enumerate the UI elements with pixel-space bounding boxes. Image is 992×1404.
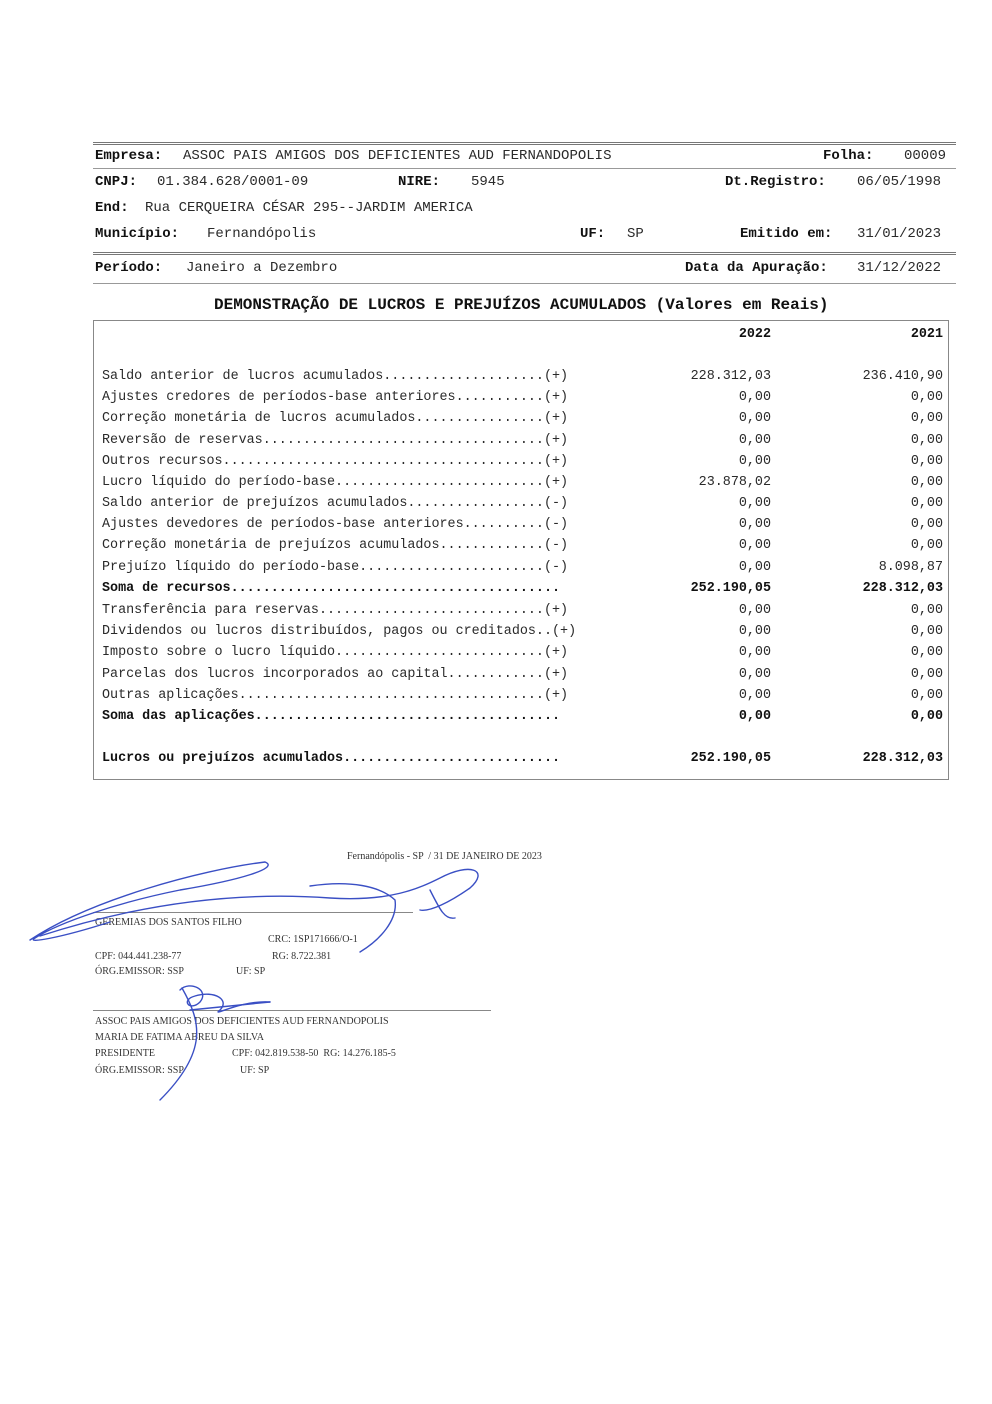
statement-value-2022: 23.878,02 (698, 475, 771, 490)
statement-value-2021: 0,00 (910, 603, 943, 618)
empresa-label: Empresa: (95, 148, 163, 164)
statement-row-label: Reversão de reservas...................................(+) (102, 433, 569, 448)
statement-value-2021: 0,00 (910, 709, 943, 724)
periodo-label: Período: (95, 260, 163, 276)
statement-value-2021: 228.312,03 (862, 751, 943, 766)
statement-value-2021: 0,00 (910, 645, 943, 660)
accountant-crc: CRC: 1SP171666/O-1 (268, 934, 358, 945)
statement-value-2022: 0,00 (738, 624, 771, 639)
statement-row-label: Correção monetária de prejuízos acumulados.............(-) (102, 538, 569, 553)
municipio-label: Município: (95, 226, 180, 242)
statement-table (93, 320, 949, 780)
statement-value-2022: 228.312,03 (690, 369, 771, 384)
accountant-name: GEREMIAS DOS SANTOS FILHO (95, 917, 242, 928)
statement-value-2021: 0,00 (910, 538, 943, 553)
cnpj-label: CNPJ: (95, 174, 138, 190)
statement-value-2021: 0,00 (910, 454, 943, 469)
header-bottom-rule (93, 283, 956, 284)
handwritten-signature-president (120, 960, 300, 1110)
statement-value-2022: 0,00 (738, 433, 771, 448)
nire-label: NIRE: (398, 174, 441, 190)
emitido-value: 31/01/2023 (857, 226, 942, 242)
statement-row-label: Imposto sobre o lucro líquido..........................(+) (102, 645, 569, 660)
president-cpf-rg: CPF: 042.819.538-50 RG: 14.276.185-5 (232, 1048, 396, 1059)
statement-value-2022: 0,00 (738, 517, 771, 532)
end-value: Rua CERQUEIRA CÉSAR 295--JARDIM AMERICA (145, 200, 473, 216)
column-header-2022: 2022 (738, 327, 771, 342)
statement-value-2022: 0,00 (738, 709, 771, 724)
statement-value-2022: 252.190,05 (690, 581, 771, 596)
empresa-value: ASSOC PAIS AMIGOS DOS DEFICIENTES AUD FERNANDOPOLIS (183, 148, 612, 164)
statement-value-2021: 236.410,90 (862, 369, 943, 384)
folha-label: Folha: (823, 148, 874, 164)
statement-value-2022: 0,00 (738, 454, 771, 469)
statement-value-2022: 0,00 (738, 390, 771, 405)
end-label: End: (95, 200, 129, 216)
president-uf: UF: SP (240, 1065, 270, 1076)
president-org: ÓRG.EMISSOR: SSP (95, 1065, 184, 1076)
statement-row-label: Ajustes devedores de períodos-base anteriores..........(-) (102, 517, 569, 532)
statement-value-2022: 0,00 (738, 645, 771, 660)
accountant-rg: RG: 8.722.381 (272, 951, 332, 962)
statement-value-2022: 0,00 (738, 538, 771, 553)
statement-row-label: Parcelas dos lucros incorporados ao capital............(+) (102, 667, 569, 682)
statement-row-label: Transferência para reservas............................(+) (102, 603, 569, 618)
dt-registro-label: Dt.Registro: (725, 174, 826, 190)
nire-value: 5945 (471, 174, 505, 190)
statement-row-label: Soma de recursos......................................... (102, 581, 561, 596)
municipio-value: Fernandópolis (207, 226, 317, 242)
statement-value-2021: 0,00 (910, 517, 943, 532)
statement-value-2021: 0,00 (910, 475, 943, 490)
president-name: MARIA DE FATIMA ABREU DA SILVA (95, 1032, 265, 1043)
president-entity: ASSOC PAIS AMIGOS DOS DEFICIENTES AUD FERNANDOPOLIS (95, 1016, 389, 1027)
statement-title: DEMONSTRAÇÃO DE LUCROS E PREJUÍZOS ACUMULADOS (Valores em Reais) (214, 296, 829, 314)
accountant-org: ÓRG.EMISSOR: SSP (95, 966, 184, 977)
statement-value-2022: 0,00 (738, 603, 771, 618)
accountant-cpf: CPF: 044.441.238-77 (95, 951, 182, 962)
statement-row-label: Soma das aplicações...................................... (102, 709, 561, 724)
apuracao-value: 31/12/2022 (857, 260, 942, 276)
statement-value-2022: 252.190,05 (690, 751, 771, 766)
statement-row-label: Lucro líquido do período-base..........................(+) (102, 475, 569, 490)
statement-row-label: Lucros ou prejuízos acumulados........................... (102, 751, 561, 766)
header-rule-2 (93, 252, 956, 255)
statement-value-2021: 0,00 (910, 496, 943, 511)
statement-value-2021: 0,00 (910, 624, 943, 639)
accountant-uf: UF: SP (236, 966, 266, 977)
statement-value-2021: 0,00 (910, 411, 943, 426)
statement-value-2022: 0,00 (738, 688, 771, 703)
header-top-rule (93, 142, 956, 145)
apuracao-label: Data da Apuração: (685, 260, 828, 276)
column-header-2021: 2021 (910, 327, 943, 342)
statement-value-2021: 8.098,87 (878, 560, 943, 575)
statement-row-label: Correção monetária de lucros acumulados................(+) (102, 411, 569, 426)
statement-value-2021: 0,00 (910, 433, 943, 448)
place-date: Fernandópolis - SP / 31 DE JANEIRO DE 2023 (347, 851, 542, 862)
dt-registro-value: 06/05/1998 (857, 174, 942, 190)
statement-value-2022: 0,00 (738, 560, 771, 575)
statement-value-2021: 228.312,03 (862, 581, 943, 596)
uf-label: UF: (580, 226, 606, 242)
statement-row-label: Prejuízo líquido do período-base.......................(-) (102, 560, 569, 575)
statement-row-label: Dividendos ou lucros distribuídos, pagos ou creditados..(+) (102, 624, 577, 639)
statement-value-2021: 0,00 (910, 667, 943, 682)
statement-value-2021: 0,00 (910, 390, 943, 405)
president-role: PRESIDENTE (95, 1048, 155, 1059)
statement-value-2022: 0,00 (738, 496, 771, 511)
statement-value-2022: 0,00 (738, 411, 771, 426)
statement-row-label: Ajustes credores de períodos-base anteriores...........(+) (102, 390, 569, 405)
statement-value-2021: 0,00 (910, 688, 943, 703)
emitido-label: Emitido em: (740, 226, 833, 242)
periodo-value: Janeiro a Dezembro (186, 260, 338, 276)
statement-row-label: Outras aplicações......................................(+) (102, 688, 569, 703)
statement-value-2022: 0,00 (738, 667, 771, 682)
statement-row-label: Saldo anterior de lucros acumulados....................(+) (102, 369, 569, 384)
uf-value: SP (627, 226, 644, 242)
statement-row-label: Outros recursos........................................(+) (102, 454, 569, 469)
cnpj-value: 01.384.628/0001-09 (157, 174, 309, 190)
folha-value: 00009 (904, 148, 947, 164)
statement-row-label: Saldo anterior de prejuízos acumulados.................(-) (102, 496, 569, 511)
header-rule (93, 168, 956, 169)
